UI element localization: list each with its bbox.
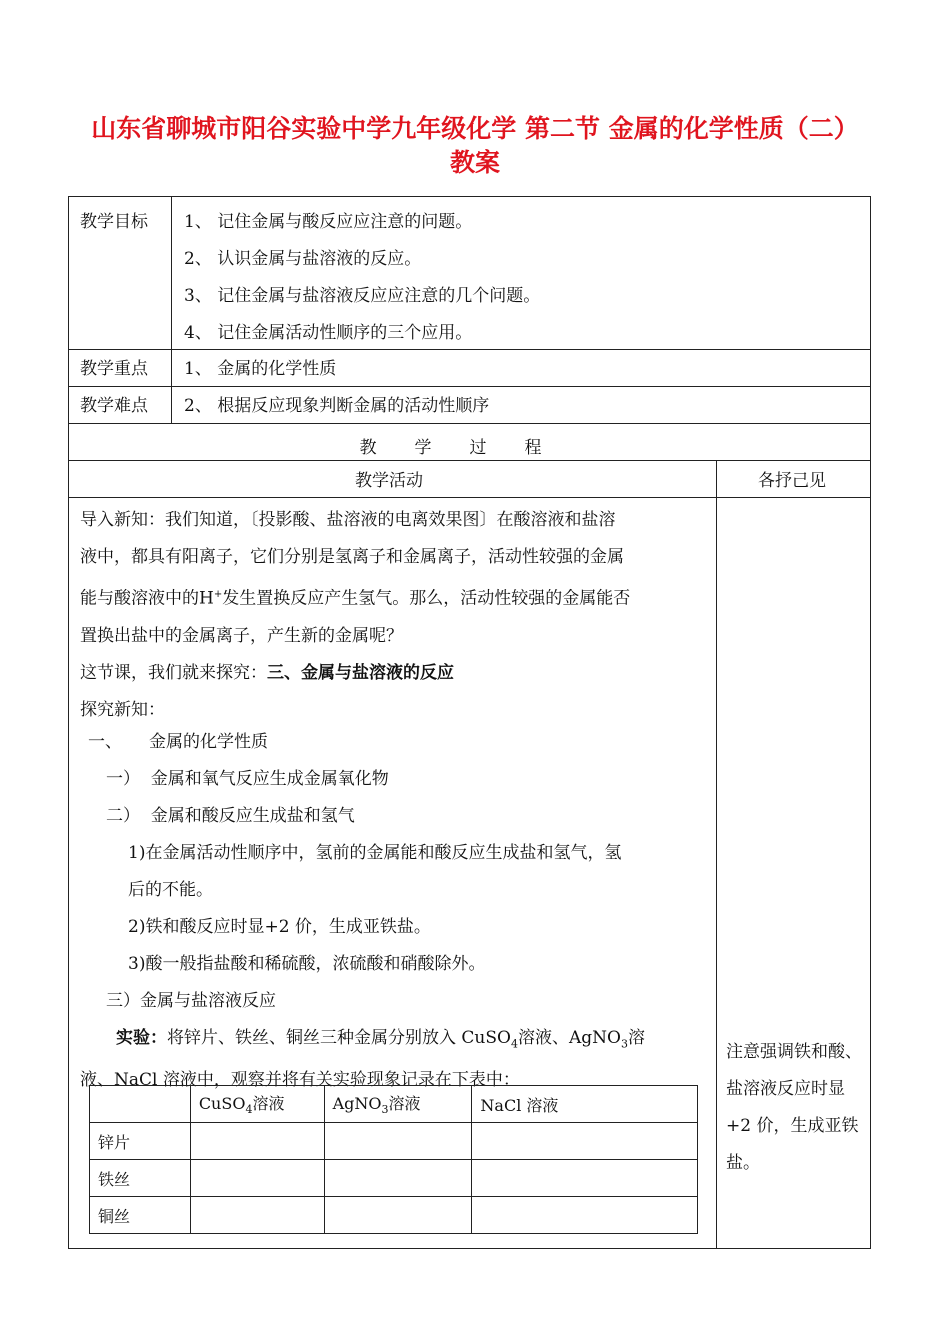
outline-point: 2)铁和酸反应时显+2 价，生成亚铁盐。: [128, 917, 431, 937]
key-point-label: 教学重点: [80, 359, 148, 379]
subscript: 3: [620, 1037, 628, 1051]
row-label: 铜丝: [90, 1197, 191, 1234]
key-point-text: 1、 金属的化学性质: [184, 359, 337, 379]
intro-line-part: 能与酸溶液中的H: [80, 588, 214, 609]
table-header: AgNO$_3$溶液: [324, 1086, 472, 1123]
table-cell: [190, 1123, 324, 1160]
experiment-text: 将锌片、铁丝、铜丝三种金属分别放入 CuSO: [167, 1028, 511, 1048]
table-row: [90, 1123, 698, 1160]
rule: [716, 460, 717, 1249]
table-cell: [324, 1123, 472, 1160]
objective-item: 3、 记住金属与盐溶液反应应注意的几个问题。: [184, 286, 541, 306]
notes-column-header: 各抒己见: [758, 471, 826, 491]
experiment-table: [89, 1085, 698, 1234]
rule: [171, 196, 172, 423]
objective-item: 1、 记住金属与酸反应应注意的问题。: [184, 212, 473, 232]
row-label: 铁丝: [90, 1160, 191, 1197]
experiment-text: 溶: [627, 1028, 645, 1048]
table-cell: [324, 1160, 472, 1197]
lesson-topic-line: [80, 655, 710, 692]
intro-line: 置换出盐中的金属离子，产生新的金属呢？: [80, 625, 403, 646]
objective-item: 2、 认识金属与盐溶液的反应。: [184, 249, 422, 269]
table-cell: [472, 1160, 698, 1197]
difficulty-text: 2、 根据反应现象判断金属的活动性顺序: [184, 396, 490, 416]
table-row: [90, 1197, 698, 1234]
table-cell: [472, 1123, 698, 1160]
row-label: 锌片: [90, 1123, 191, 1160]
intro-line: 导入新知：我们知道，〔投影酸、盐溶液的电离效果图〕在酸溶液和盐溶: [80, 510, 616, 530]
intro-paragraph: [80, 502, 710, 729]
intro-line: [80, 576, 710, 618]
objectives-label: 教学目标: [80, 212, 148, 232]
objective-item: 4、 记住金属活动性顺序的三个应用。: [184, 323, 473, 343]
outline: [80, 724, 710, 1099]
table-header: NaCl 溶液: [472, 1086, 698, 1123]
experiment-line: 液、NaCl 溶液中，观察并将有关实验现象记录在下表中：: [80, 1070, 520, 1091]
activity-column-header: 教学活动: [355, 471, 423, 491]
side-note: 注意强调铁和酸、盐溶液反应时显+2 价，生成亚铁盐。: [726, 1042, 862, 1173]
rule: [68, 497, 871, 498]
outline-sub: 三）金属与盐溶液反应: [106, 991, 276, 1011]
table-cell: [324, 1197, 472, 1234]
intro-line-part: 发生置换反应产生氢气。那么，活动性较强的金属能否: [222, 588, 631, 609]
outline-sub: 一） 金属和氧气反应生成金属氧化物: [106, 769, 389, 789]
table-cell: [190, 1197, 324, 1234]
subscript: 4: [510, 1037, 518, 1051]
outline-sub: 二） 金属和酸反应生成盐和氢气: [106, 806, 355, 826]
document-title: [60, 112, 890, 180]
outline-section: 一、 金属的化学性质: [88, 732, 269, 752]
table-header: CuSO$_4$溶液: [190, 1086, 324, 1123]
table-cell: [472, 1197, 698, 1234]
process-heading: 教学过程: [359, 438, 580, 458]
experiment-label: 实验：: [116, 1028, 167, 1048]
h-plus-sup: +: [213, 589, 223, 600]
rule: [68, 349, 871, 350]
intro-line: 液中，都具有阳离子，它们分别是氢离子和金属离子，活动性较强的金属: [80, 547, 624, 567]
rule: [68, 460, 871, 461]
difficulty-label: 教学难点: [80, 396, 148, 416]
outline-point: 后的不能。: [128, 880, 213, 900]
title-line-1: 山东省聊城市阳谷实验中学九年级化学 第二节 金属的化学性质（二）: [91, 114, 859, 143]
table-row: [90, 1086, 698, 1123]
rule: [68, 423, 871, 424]
table-row: [90, 1160, 698, 1197]
explore-line: 探究新知：: [80, 699, 165, 720]
experiment-text: 溶液、AgNO: [517, 1028, 621, 1048]
outline-point: 1)在金属活动性顺序中，氢前的金属能和酸反应生成盐和氢气，氢: [128, 843, 622, 863]
experiment-line: [80, 1020, 710, 1062]
lesson-prefix: 这节课，我们就来探究：: [80, 662, 267, 683]
lesson-topic: 三、金属与盐溶液的反应: [267, 662, 454, 683]
rule: [68, 386, 871, 387]
table-cell: [90, 1086, 191, 1123]
table-cell: [190, 1160, 324, 1197]
outline-point: 3)酸一般指盐酸和稀硫酸，浓硫酸和硝酸除外。: [128, 954, 486, 974]
title-line-2: 教案: [449, 148, 500, 177]
